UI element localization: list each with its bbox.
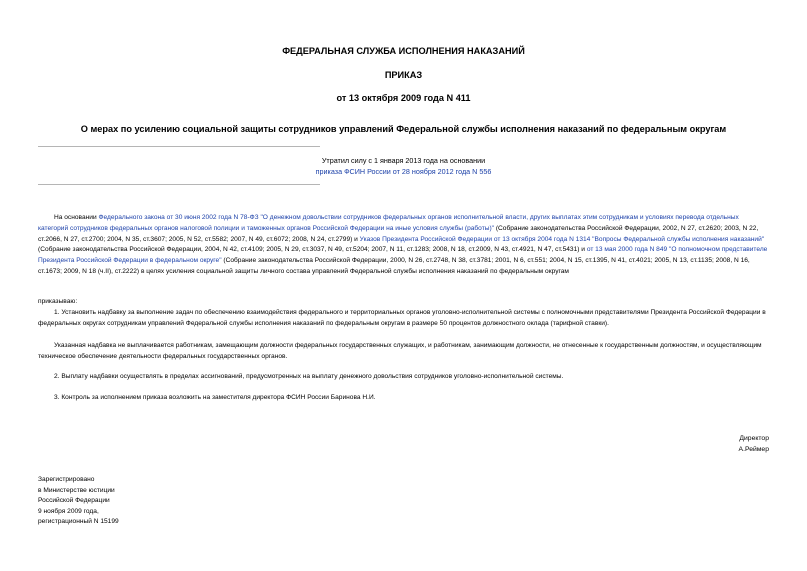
registration-line-4: 9 ноября 2009 года, (38, 507, 99, 515)
validity-link[interactable]: приказа ФСИН России от 28 ноября 2012 года N 556 (315, 167, 492, 176)
registration-line-1: Зарегистрировано (38, 476, 95, 483)
bottom-divider (38, 184, 320, 185)
decree-849-link[interactable]: от 13 мая 2000 года N 849 "О полномочном представителе Президента Российской Федерации в федеральном округе" (38, 246, 768, 265)
item-1-note (38, 341, 770, 363)
signature-position: Директор (739, 435, 769, 442)
item-3 (38, 393, 770, 404)
signature-block (739, 434, 769, 455)
signature-name: А.Реймер (738, 445, 769, 453)
registration-block (38, 475, 119, 528)
item-1-note-text: Указанная надбавка не выплачивается работникам, замещающим должности федеральных государственных служащих, и работникам, занимающим должности, не отнесенные к государственным должностям, и осуществляющим техническое обеспечение деятельности федеральных государственных органов. (38, 342, 762, 360)
date-number-heading: от 13 октября 2009 года N 411 (336, 93, 471, 103)
validity-note: Утратил силу с 1 января 2013 года на основании (321, 156, 486, 165)
item-2 (38, 372, 770, 383)
order-word: приказываю: (38, 298, 78, 305)
preamble-text-4: (Собрание законодательства Российской Федерации, 2000, N 26, ст.2748, N 38, ст.3781; 2001, N 6, ст.551; 2004, N 15, ст.1395, N 41, ст.4021; 2005, N 13, ст.1135; 2008, N 16, ст.1673; 2009, N 18 (ч.II), ст.2222) в целях усиления социальной защиты личного состава управлений Федеральной службы исполнения наказаний по федеральным округам (38, 257, 750, 275)
item-1-text: 1. Установить надбавку за выполнение задач по обеспечению взаимодействия федерального и территориальных органов уголовно-исполнительной системы с полномочными представителями Президента Российской Федерации в федеральных округах сотрудникам управлений Федеральной службы исполнения наказаний по федеральным округам в размере 50 процентов должностного оклада (тарифной ставки). (38, 309, 766, 327)
preamble-text-1: На основании (54, 214, 99, 221)
top-divider (38, 146, 320, 147)
document-title: О мерах по усилению социальной защиты сотрудников управлений Федеральной службы исполнения наказаний по федеральным округам (80, 124, 727, 134)
registration-line-5: регистрационный N 15199 (38, 518, 119, 526)
doc-type-heading: ПРИКАЗ (384, 70, 423, 80)
item-1 (38, 308, 770, 330)
preamble-text-3: (Собрание законодательства Российской Федерации, 2004, N 42, ст.4109; 2005, N 29, ст.3037, N 49, ст.5204; 2007, N 11, ст.1283; 2008, N 18, ст.2009, N 43, ст.4921, N 47, ст.5431) и (38, 246, 587, 254)
preamble-text-2: (Собрание законодательства Российской Федерации, 2002, N 27, ст.2620; 2003, N 22, ст.2066, N 27, ст.2700; 2004, N 35, ст.3607; 2005, N 52, ст.5582; 2007, N 49, ст.6072; 2008, N 24, ст.2799) и (38, 224, 759, 243)
law-78fz-link[interactable]: Федерального закона от 30 июня 2002 года N 78-ФЗ "О денежном довольствии сотрудников федеральных органов исполнительной власти, других выплатах этим сотрудникам и условиях перевода отдельных категорий сотрудников федеральных органов налоговой полиции и таможенных органов Российской Федерации на иные условия службы (работы)" (38, 214, 739, 232)
decree-1314-link[interactable]: Указов Президента Российской Федерации от 13 октября 2004 года N 1314 "Вопросы Федеральной службы исполнения наказаний" (359, 235, 765, 243)
registration-line-2: в Министерстве юстиции (38, 486, 115, 494)
preamble-paragraph (38, 213, 770, 278)
agency-heading: ФЕДЕРАЛЬНАЯ СЛУЖБА ИСПОЛНЕНИЯ НАКАЗАНИЙ (282, 46, 525, 56)
registration-line-3: Российской Федерации (38, 497, 110, 505)
item-3-text: 3. Контроль за исполнением приказа возложить на заместителя директора ФСИН России Баринова Н.И. (54, 394, 376, 401)
item-2-text: 2. Выплату надбавки осуществлять в пределах ассигнований, предусмотренных на выплату денежного довольствия сотрудников уголовно-исполнительной системы. (54, 373, 564, 380)
